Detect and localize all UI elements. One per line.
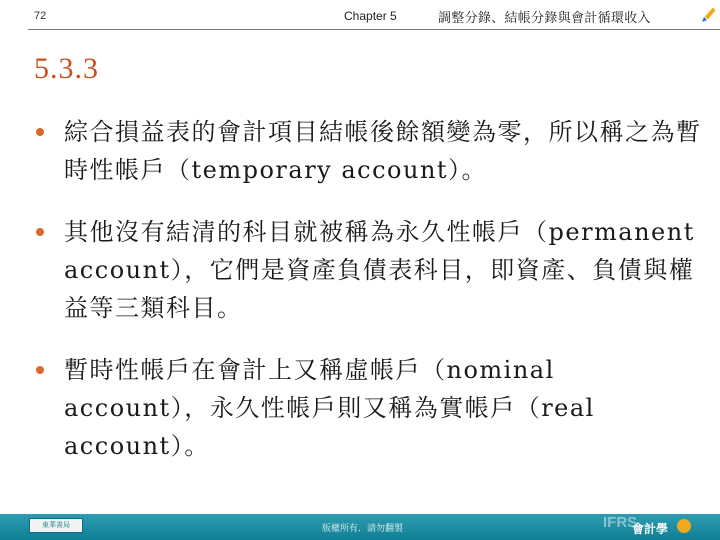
bullet-text: 暫時性帳戶在會計上又稱虛帳戶（nominal account），永久性帳戶則又稱為實帳戶（real account）。 [64,356,595,460]
chapter-label: Chapter 5 [344,9,397,23]
bullet-item [36,351,704,465]
footer-copyright: 版權所有．請勿翻製 [322,524,404,534]
bullet-item [36,213,704,327]
bullet-list [36,113,704,489]
bullet-dot-icon [36,366,44,374]
pencil-icon [700,6,718,24]
header-divider [28,29,720,30]
section-number: 5.3.3 [34,52,99,85]
footer-ifrs: IFRS [603,514,638,531]
bullet-text: 其他沒有結清的科目就被稱為永久性帳戶（permanent account），它們是資產負債表科目，即資產、負債與權益等三類科目。 [64,218,695,322]
bullet-dot-icon [36,128,44,136]
page-number: 72 [34,10,47,22]
publisher-logo: 東華書局 [29,518,83,533]
bullet-text: 綜合損益表的會計項目結帳後餘額變為零，所以稱之為暫時性帳戶（temporary account）。 [64,118,702,184]
chapter-title: 調整分錄、結帳分錄與會計循環收入 [438,11,651,26]
footer-brand: 會計學 [632,522,669,536]
bullet-dot-icon [36,228,44,236]
brand-badge-icon [677,519,691,533]
bullet-item [36,113,704,189]
